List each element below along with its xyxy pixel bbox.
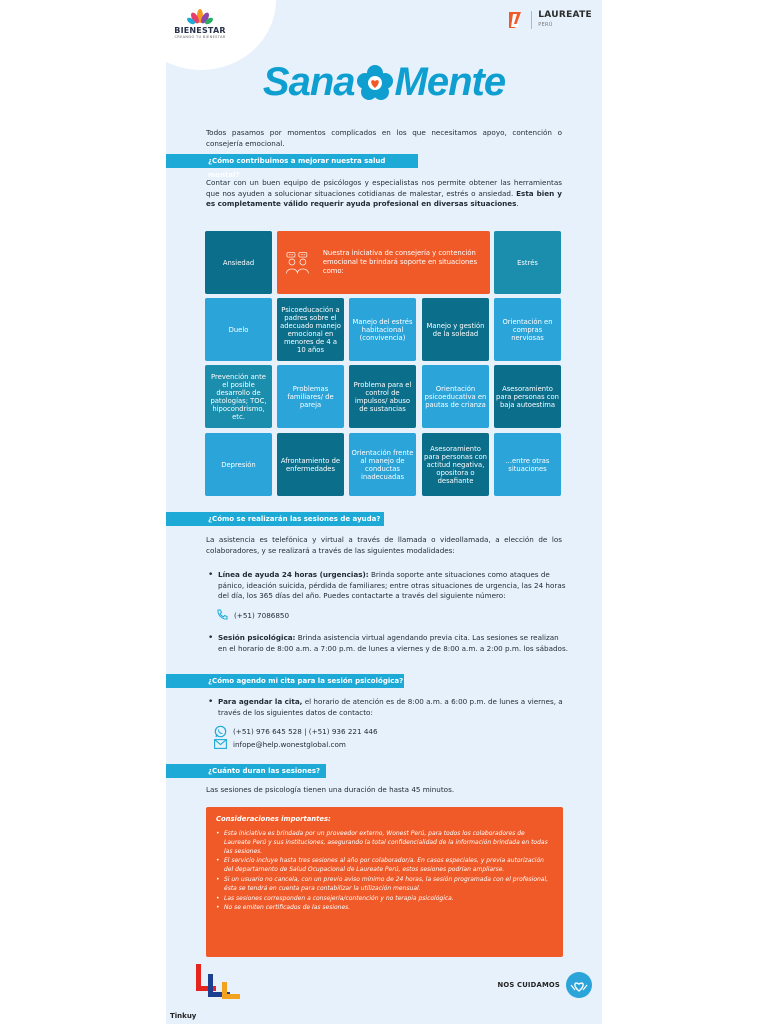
logo-separator xyxy=(531,11,532,29)
considerations-title: Consideraciones importantes: xyxy=(216,815,331,823)
consideration-item: • Esta iniciativa es brindada por un proveedor externo, Wonest Perú, para todos los colaboradores de Laureate Perú y sus instituciones, asegurando la total confidencialidad de la información brindada en todas las sesiones. xyxy=(216,830,553,856)
flower-icon xyxy=(187,8,213,26)
bullet-helpline: • Línea de ayuda 24 horas (urgencias): Brinda soporte ante situaciones como ataques de pánico, ideación suicida, pérdida de familiares; entre otras situaciones de urgencia, las 24 horas del día, los 365 días del año. Puedes contactarte a través del siguiente número: xyxy=(208,570,566,600)
flyer-page xyxy=(166,0,602,1024)
grid-cell: Asesoramiento para personas con baja autoestima xyxy=(494,365,561,428)
contribution-text: Contar con un buen equipo de psicólogos y especialistas nos permite obtener las herramientas que nos ayuden a solucionar situaciones cotidianas de malestar, estrés o ansiedad. Esta bien y es completamente válido requerir ayuda profesional en diversas situaciones. xyxy=(206,178,562,208)
bienestar-name: BIENESTAR xyxy=(174,26,226,35)
consideration-item: • No se emiten certificados de las sesiones. xyxy=(216,904,553,913)
tinkuy-logo xyxy=(170,962,242,1022)
schedule-label: Para agendar la cita, xyxy=(218,697,303,706)
grid-cell: Ansiedad xyxy=(205,231,272,294)
people-icon xyxy=(285,240,311,286)
grid-cell: Problema para el control de impulsos/ abuso de sustancias xyxy=(349,365,416,428)
helpline-text: Brinda soporte ante situaciones como ataques de pánico, ideación suicida, pérdida de familiares; entre otras situaciones de urgencia, las 24 horas del día, los 365 días del año. Puedes contactarte a través del siguiente número: xyxy=(218,570,566,600)
helpline-phone xyxy=(216,609,289,621)
nos-cuidamos-label: NOS CUIDAMOS xyxy=(497,981,560,989)
consideration-item: • Las sesiones corresponden a consejería/contención y no terapia psicológica. xyxy=(216,895,553,904)
duration-text: Las sesiones de psicología tienen una duración de hasta 45 minutos. xyxy=(206,785,455,794)
grid-cell: Prevención ante el posible desarrollo de patologías; TOC, hipocondrismo, etc. xyxy=(205,365,272,428)
grid-cell: Orientación frente al manejo de conductas inadecuadas xyxy=(349,433,416,496)
session-text: Brinda asistencia virtual agendando previa cita. Las sesiones se realizan en el horario de 8:00 a.m. a 7:00 p.m. de lunes a viernes y de 8:00 a.m. a 2:00 p.m. los sábados. xyxy=(218,633,568,653)
nos-cuidamos-icon xyxy=(566,972,592,998)
email-contact xyxy=(214,739,346,749)
heart-hands-icon xyxy=(566,972,592,998)
bullet-session: • Sesión psicológica: Brinda asistencia virtual agendando previa cita. Las sesiones se realizan en el horario de 8:00 a.m. a 7:00 p.m. de lunes a viernes y de 8:00 a.m. a 2:00 p.m. los sábados. xyxy=(208,633,568,653)
consideration-item: • Si un usuario no cancela, con un previo aviso mínimo de 24 horas, la sesión programada con el profesional, ésta se tendrá en cuenta para contabilizar la utilización mensual. xyxy=(216,876,553,894)
heart-flower-icon xyxy=(357,65,393,101)
grid-cell: Psicoeducación a padres sobre el adecuado manejo emocional en menores de 4 a 10 años xyxy=(277,298,344,361)
grid-cell: Duelo xyxy=(205,298,272,361)
grid-cell: Estrés xyxy=(494,231,561,294)
section-heading-contribution: ¿Cómo contribuimos a mejorar nuestra salud mental? xyxy=(166,154,418,168)
grid-cell: ...entre otras situaciones xyxy=(494,433,561,496)
grid-cell: Orientación psicoeducativa en pautas de crianza xyxy=(422,365,489,428)
laureate-logo xyxy=(505,10,592,30)
promo-cell xyxy=(277,231,490,294)
grid-cell: Manejo del estrés habitacional (convivencia) xyxy=(349,298,416,361)
intro-text: Todos pasamos por momentos complicados en los que necesitamos apoyo, contención o consejería emocional. xyxy=(206,128,562,148)
bullet-schedule: • Para agendar la cita, el horario de atención es de 8:00 a.m. a 6:00 p.m. de lunes a viernes, a través de los siguientes datos de contacto: xyxy=(208,697,563,717)
sessions-text: La asistencia es telefónica y virtual a través de llamada o videollamada, a elección de los colaboradores, y se realizará a través de las siguientes modalidades: xyxy=(206,535,562,555)
grid-cell: Afrontamiento de enfermedades xyxy=(277,433,344,496)
laureate-mark-icon xyxy=(505,10,525,30)
schedule-text: el horario de atención es de 8:00 a.m. a 6:00 p.m. de lunes a viernes, a través de los siguientes datos de contacto: xyxy=(218,697,563,717)
grid-cell: Depresión xyxy=(205,433,272,496)
bienestar-tagline: CREANDO TU BIENESTAR xyxy=(174,35,226,39)
section-heading-schedule: ¿Cómo agendo mi cita para la sesión psicológica? xyxy=(166,674,404,688)
whatsapp-numbers[interactable]: (+51) 976 645 528 | (+51) 936 221 446 xyxy=(233,727,378,736)
laureate-name: LAUREATE PERÚ xyxy=(538,10,592,28)
grid-cell: Orientación en compras nerviosas xyxy=(494,298,561,361)
grid-cell: Problemas familiares/ de pareja xyxy=(277,365,344,428)
grid-cell: Asesoramiento para personas con actitud negativa, opositora o desafiante xyxy=(422,433,489,496)
session-label: Sesión psicológica: xyxy=(218,633,296,642)
situations-grid xyxy=(205,231,561,497)
considerations-box xyxy=(206,807,563,957)
tinkuy-label: Tinkuy xyxy=(170,1012,197,1020)
tinkuy-mark-icon xyxy=(196,964,242,1000)
contribution-bold: Esta bien y es completamente válido requerir ayuda profesional en diversas situaciones xyxy=(206,188,562,208)
grid-cell: Manejo y gestión de la soledad xyxy=(422,298,489,361)
page-title xyxy=(166,60,602,105)
email-icon xyxy=(214,739,227,749)
whatsapp-contact xyxy=(214,725,378,738)
section-heading-sessions: ¿Cómo se realizarán las sesiones de ayuda? xyxy=(166,512,384,526)
section-heading-duration: ¿Cuánto duran las sesiones? xyxy=(166,764,326,778)
bienestar-logo xyxy=(170,8,230,39)
phone-icon xyxy=(216,609,228,621)
promo-text: Nuestra iniciativa de consejería y contención emocional te brindará soporte en situaciones como: xyxy=(322,249,478,275)
email-address[interactable]: infope@help.wonestglobal.com xyxy=(233,739,346,749)
title-part2: Mente xyxy=(394,60,506,104)
title-part1: Sana xyxy=(262,60,355,104)
consideration-item: • El servicio incluye hasta tres sesiones al año por colaborador/a. En casos especiales, y previa autorización del departamento de Salud Ocupacional de Laureate Perú, estos sesiones podrían ampliarse. xyxy=(216,857,553,875)
helpline-label: Línea de ayuda 24 horas (urgencias): xyxy=(218,570,369,579)
helpline-phone-number[interactable]: (+51) 7086850 xyxy=(234,610,290,620)
whatsapp-icon xyxy=(214,725,227,738)
laureate-country: PERÚ xyxy=(538,22,553,28)
